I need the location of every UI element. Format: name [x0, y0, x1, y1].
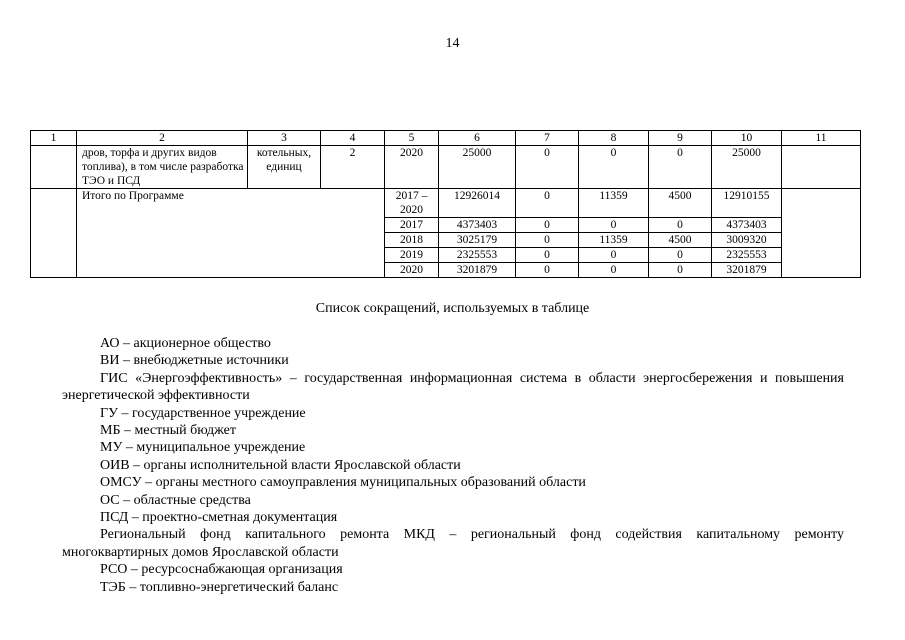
year-cell: 2020: [385, 146, 439, 189]
table-cell: 0: [516, 233, 579, 248]
table-cell: 4500: [649, 233, 712, 248]
table-cell: 2325553: [439, 248, 516, 263]
program-table: [30, 130, 861, 278]
table-cell: 4373403: [439, 218, 516, 233]
abbreviation-item: МБ – местный бюджет: [100, 423, 236, 439]
year-cell: 2020: [385, 263, 439, 278]
table-cell: 0: [516, 189, 579, 218]
table-cell: 0: [516, 248, 579, 263]
abbreviation-item: ПСД – проектно-сметная документация: [100, 510, 338, 526]
table-cell: 2325553: [712, 248, 782, 263]
table-cell: 3025179: [439, 233, 516, 248]
table-cell: 25000: [712, 146, 782, 189]
table-cell: 0: [516, 263, 579, 278]
table-cell: 4500: [649, 189, 712, 218]
table-cell: 3009320: [712, 233, 782, 248]
abbreviation-item: РСО – ресурсоснабжающая организация: [100, 562, 343, 578]
table-cell: 25000: [439, 146, 516, 189]
abbreviation-item: ОИВ – органы исполнительной власти Ярославской области: [100, 457, 461, 473]
table-cell: [782, 189, 861, 278]
table-cell: 0: [579, 248, 649, 263]
abbreviation-item: ГУ – государственное учреждение: [100, 405, 306, 421]
table-cell: 0: [649, 248, 712, 263]
abbreviation-item: ОС – областные средства: [100, 492, 251, 508]
table-cell: 0: [579, 218, 649, 233]
column-header: 1: [31, 131, 77, 146]
table-cell: 12926014: [439, 189, 516, 218]
table-header-row: [31, 131, 861, 146]
total-label: Итого по Программе: [77, 189, 385, 278]
table-cell: 3201879: [439, 263, 516, 278]
year-cell: 2019: [385, 248, 439, 263]
column-header: 5: [385, 131, 439, 146]
column-header: 10: [712, 131, 782, 146]
abbreviation-item: МУ – муниципальное учреждение: [100, 440, 306, 456]
table-cell: 3201879: [712, 263, 782, 278]
column-header: 8: [579, 131, 649, 146]
column-header: 7: [516, 131, 579, 146]
year-cell: 2017 – 2020: [385, 189, 439, 218]
table-cell: [31, 189, 77, 278]
abbreviation-item: АО – акционерное общество: [100, 336, 271, 351]
unit-cell: котельных, единиц: [248, 146, 321, 189]
table-cell: 0: [649, 218, 712, 233]
table-row-total: [31, 189, 861, 218]
table-cell: 0: [516, 146, 579, 189]
table-cell: 0: [516, 218, 579, 233]
abbreviation-item: ТЭБ – топливно-энергетический баланс: [100, 579, 339, 595]
table-cell: 2: [321, 146, 385, 189]
table-cell: 0: [579, 263, 649, 278]
year-cell: 2018: [385, 233, 439, 248]
table-cell: [782, 146, 861, 189]
table-cell: 0: [649, 146, 712, 189]
table-cell: 12910155: [712, 189, 782, 218]
table-row: [31, 146, 861, 189]
year-cell: 2017: [385, 218, 439, 233]
abbreviation-item: ОМСУ – органы местного самоуправления муниципальных образований области: [100, 475, 586, 491]
column-header: 3: [248, 131, 321, 146]
table-cell: 0: [579, 146, 649, 189]
abbreviations-list: [62, 335, 844, 596]
measure-description: дров, торфа и других видов топлива), в том числе разработка ТЭО и ПСД: [77, 146, 248, 189]
abbreviations-title: Список сокращений, используемых в таблице: [315, 301, 590, 316]
column-header: 4: [321, 131, 385, 146]
table-cell: 11359: [579, 189, 649, 218]
table-cell: 11359: [579, 233, 649, 248]
table-cell: 4373403: [712, 218, 782, 233]
page-number: 14: [445, 36, 460, 51]
column-header: 6: [439, 131, 516, 146]
abbreviation-item: ВИ – внебюджетные источники: [100, 353, 289, 369]
column-header: 9: [649, 131, 712, 146]
column-header: 2: [77, 131, 248, 146]
table-cell: 0: [649, 263, 712, 278]
abbreviation-item: ГИС «Энергоэффективность» – государственная информационная система в области энергосбережения и повышения энергетической эффективности: [62, 370, 844, 404]
table-cell: [31, 146, 77, 189]
abbreviation-item: Региональный фонд капитального ремонта МКД – региональный фонд содействия капитальному ремонту многоквартирных домов Ярославской области: [62, 527, 844, 560]
column-header: 11: [782, 131, 861, 146]
